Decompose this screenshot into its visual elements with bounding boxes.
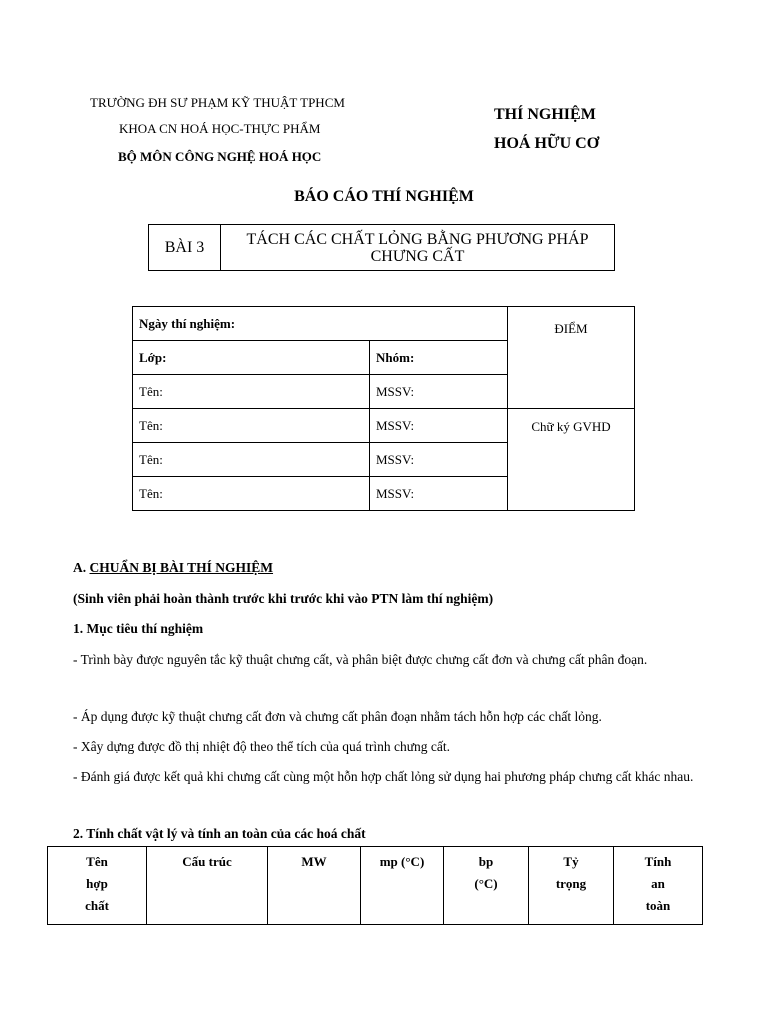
- objective-item-1: - Trình bày được nguyên tắc kỹ thuật chưng cất, và phân biệt được chưng cất đơn và chưng cất phân đoạn.: [73, 652, 648, 667]
- report-title: BÁO CÁO THÍ NGHIỆM: [294, 188, 474, 205]
- lesson-number: BÀI 3: [149, 225, 221, 270]
- col-density: Tỷ trọng: [529, 847, 614, 925]
- name-field-1[interactable]: Tên:: [133, 375, 370, 409]
- department-name: BỘ MÔN CÔNG NGHỆ HOÁ HỌC: [118, 149, 322, 164]
- objective-item-3: - Xây dựng được đồ thị nhiệt độ theo thể tích của quá trình chưng cất.: [73, 739, 450, 754]
- objective-item-4: - Đánh giá được kết quả khi chưng cất cùng một hỗn hợp chất lỏng sử dụng hai phương pháp chưng cất khác nhau.: [73, 769, 694, 784]
- objective-item-2: - Áp dụng được kỹ thuật chưng cất đơn và chưng cất phân đoạn nhằm tách hỗn hợp các chất lỏng.: [73, 709, 602, 724]
- date-field[interactable]: Ngày thí nghiệm:: [133, 307, 508, 341]
- col-bp: bp (°C): [444, 847, 529, 925]
- section-a-prefix: A.: [73, 560, 87, 575]
- col-compound-name: Tên hợp chất: [48, 847, 147, 925]
- name-field-3[interactable]: Tên:: [133, 443, 370, 477]
- student-id-field-4[interactable]: MSSV:: [370, 477, 508, 511]
- student-id-field-3[interactable]: MSSV:: [370, 443, 508, 477]
- student-id-field-2[interactable]: MSSV:: [370, 409, 508, 443]
- faculty-name: KHOA CN HOÁ HỌC-THỰC PHẨM: [119, 121, 321, 136]
- name-field-2[interactable]: Tên:: [133, 409, 370, 443]
- chemicals-heading: 2. Tính chất vật lý và tính an toàn của các hoá chất: [73, 826, 366, 841]
- student-id-field-1[interactable]: MSSV:: [370, 375, 508, 409]
- signature-cell[interactable]: Chữ ký GVHD: [508, 409, 635, 511]
- school-name: TRƯỜNG ĐH SƯ PHẠM KỸ THUẬT TPHCM: [90, 95, 345, 110]
- name-field-4[interactable]: Tên:: [133, 477, 370, 511]
- group-field[interactable]: Nhóm:: [370, 341, 508, 375]
- objectives-heading: 1. Mục tiêu thí nghiệm: [73, 621, 204, 636]
- score-cell[interactable]: ĐIỂM: [508, 307, 635, 409]
- course-title-line1: THÍ NGHIỆM: [494, 106, 596, 123]
- section-a-title: CHUẨN BỊ BÀI THÍ NGHIỆM: [89, 560, 274, 575]
- col-mw: MW: [268, 847, 361, 925]
- student-info-table: [132, 306, 635, 511]
- chemicals-table: [47, 846, 703, 925]
- col-mp: mp (°C): [361, 847, 444, 925]
- lesson-title: TÁCH CÁC CHẤT LỎNG BẰNG PHƯƠNG PHÁP CHƯNG CẤT: [246, 230, 589, 265]
- course-title-line2: HOÁ HỮU CƠ: [494, 135, 600, 152]
- section-a-note: (Sinh viên phải hoàn thành trước khi trước khi vào PTN làm thí nghiệm): [73, 591, 494, 606]
- class-field[interactable]: Lớp:: [133, 341, 370, 375]
- col-structure: Cấu trúc: [147, 847, 268, 925]
- lesson-box: [148, 224, 615, 271]
- col-safety: Tính an toàn: [614, 847, 703, 925]
- chemicals-header-row: [48, 847, 703, 925]
- section-a-heading: [73, 554, 703, 581]
